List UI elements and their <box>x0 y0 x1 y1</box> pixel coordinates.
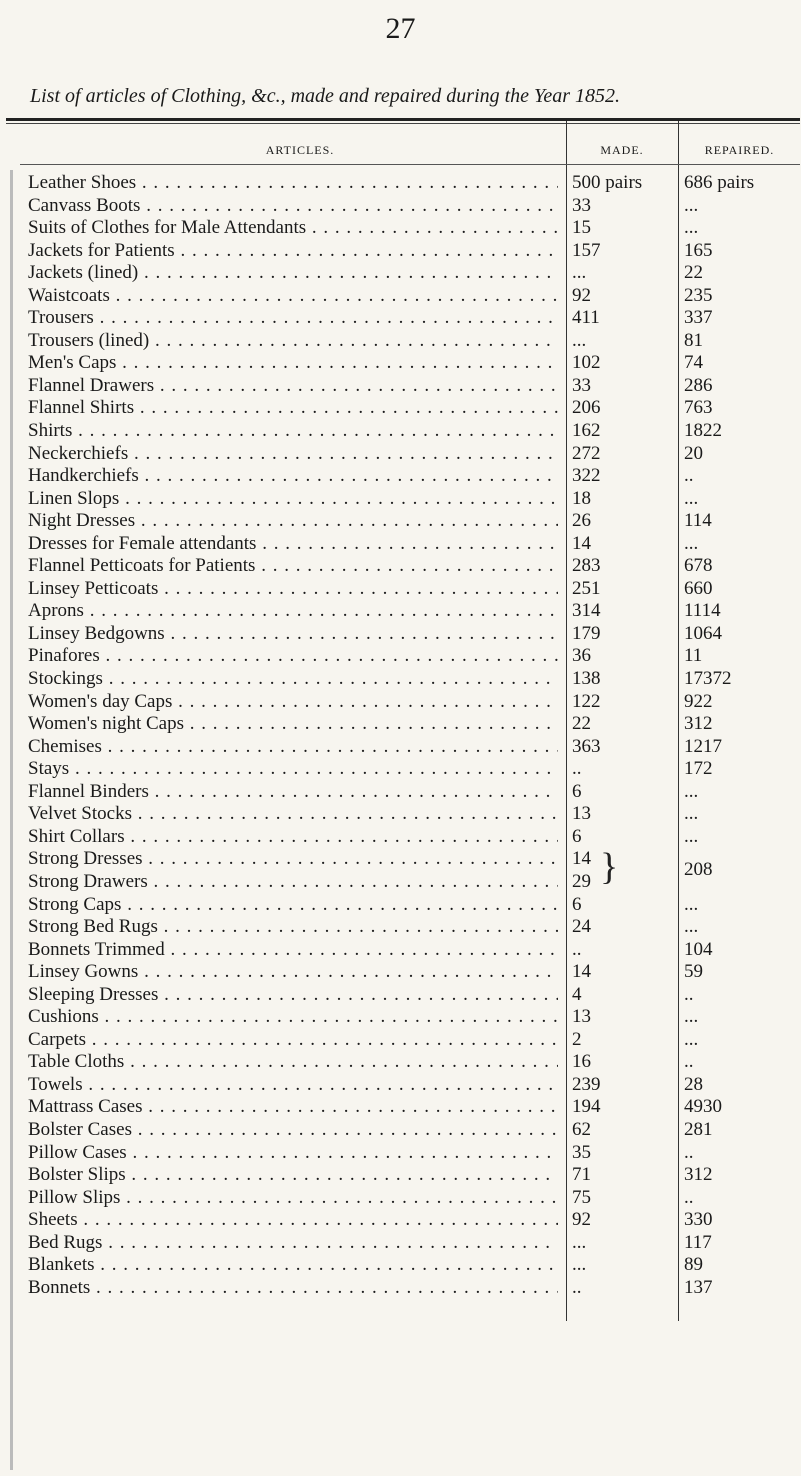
article-name: Handkerchiefs . . . <box>28 465 558 487</box>
made-value: 26 <box>572 510 591 532</box>
article-name: Flannel Binders . . . <box>28 781 558 803</box>
made-value: 272 <box>572 442 601 464</box>
article-name: Dresses for Female attendants . . . <box>28 533 558 555</box>
made-value: 102 <box>572 352 601 374</box>
table-row <box>0 894 801 917</box>
article-name: Bonnets Trimmed . . . <box>28 939 558 961</box>
repaired-value: .. <box>684 1186 694 1208</box>
repaired-value: .. <box>684 1141 694 1163</box>
made-value: 14 <box>572 532 591 554</box>
repaired-value: 137 <box>684 1276 713 1298</box>
repaired-value: 4930 <box>684 1096 722 1118</box>
repaired-value: 81 <box>684 329 703 351</box>
table-row <box>0 420 801 443</box>
repaired-value: 11 <box>684 645 703 667</box>
article-name: Women's day Caps . . . <box>28 691 558 713</box>
article-name: Strong Caps . . . <box>28 894 558 916</box>
article-name: Flannel Petticoats for Patients . . . <box>28 555 558 577</box>
repaired-value: ... <box>684 217 699 239</box>
made-value: 13 <box>572 1006 591 1028</box>
table-row <box>0 984 801 1007</box>
table-row <box>0 1051 801 1074</box>
repaired-value: 74 <box>684 352 703 374</box>
repaired-value: 17372 <box>684 668 732 690</box>
table-row <box>0 691 801 714</box>
made-value: 13 <box>572 803 591 825</box>
made-value: 92 <box>572 284 591 306</box>
repaired-value: 114 <box>684 510 712 532</box>
made-value: 122 <box>572 690 601 712</box>
article-name: Leather Shoes . . . <box>28 172 558 194</box>
table-row <box>0 1277 801 1300</box>
article-name: Suits of Clothes for Male Attendants . . . <box>28 217 558 239</box>
repaired-value: 235 <box>684 284 713 306</box>
table-row <box>0 1187 801 1210</box>
made-value: 71 <box>572 1164 591 1186</box>
made-value: ... <box>572 262 587 284</box>
table-row <box>0 668 801 691</box>
table-row <box>0 1164 801 1187</box>
article-name: Trousers . . . <box>28 307 558 329</box>
made-value: .. <box>572 938 582 960</box>
made-value: 36 <box>572 645 591 667</box>
made-value: 35 <box>572 1141 591 1163</box>
top-rule-thin <box>6 123 800 124</box>
table-row <box>0 488 801 511</box>
header-repaired: REPAIRED. <box>704 143 775 157</box>
table-row <box>0 713 801 736</box>
repaired-value: .. <box>684 983 694 1005</box>
made-value: 162 <box>572 420 601 442</box>
made-value: 33 <box>572 374 591 396</box>
made-value: 363 <box>572 735 601 757</box>
table-row <box>0 781 801 804</box>
made-value: 6 <box>572 825 582 847</box>
table-row <box>0 533 801 556</box>
table-row <box>0 916 801 939</box>
article-name: Pinafores . . . <box>28 645 558 667</box>
made-value: 24 <box>572 916 591 938</box>
repaired-value: 165 <box>684 239 713 261</box>
table-row <box>0 600 801 623</box>
article-name: Velvet Stocks . . . <box>28 803 558 825</box>
repaired-value: ... <box>684 487 699 509</box>
table-row <box>0 443 801 466</box>
header-made: MADE. <box>600 143 644 157</box>
article-name: Jackets for Patients . . . <box>28 240 558 262</box>
made-value: 75 <box>572 1186 591 1208</box>
article-name: Linsey Bedgowns . . . <box>28 623 558 645</box>
table-row <box>0 623 801 646</box>
made-value: 194 <box>572 1096 601 1118</box>
repaired-value: 1217 <box>684 735 722 757</box>
made-value: 6 <box>572 780 582 802</box>
article-name: Linen Slops . . . <box>28 488 558 510</box>
clothing-table <box>0 172 801 1299</box>
article-name: Bolster Cases . . . <box>28 1119 558 1141</box>
table-row <box>0 645 801 668</box>
table-row <box>0 285 801 308</box>
article-name: Bonnets . . . <box>28 1277 558 1299</box>
repaired-value: 922 <box>684 690 713 712</box>
repaired-value: ... <box>684 916 699 938</box>
repaired-value: 281 <box>684 1118 713 1140</box>
repaired-value: 89 <box>684 1254 703 1276</box>
repaired-value: 28 <box>684 1073 703 1095</box>
table-row <box>0 1006 801 1029</box>
table-row <box>0 826 801 849</box>
article-name: Waistcoats . . . <box>28 285 558 307</box>
made-value: 14 <box>572 848 591 870</box>
table-row <box>0 217 801 240</box>
article-name: Carpets . . . <box>28 1029 558 1051</box>
made-value: 22 <box>572 713 591 735</box>
article-name: Bed Rugs . . . <box>28 1232 558 1254</box>
table-caption: List of articles of Clothing, &c., made and repaired during the Year 1852. <box>30 85 620 107</box>
repaired-value: ... <box>684 780 699 802</box>
repaired-value: ... <box>684 803 699 825</box>
article-name: Strong Drawers . . . <box>28 871 558 893</box>
repaired-value: 337 <box>684 307 713 329</box>
made-value: ... <box>572 1254 587 1276</box>
repaired-value: .. <box>684 465 694 487</box>
repaired-value: 286 <box>684 374 713 396</box>
article-name: Trousers (lined) . . . <box>28 330 558 352</box>
table-row <box>0 758 801 781</box>
article-name: Women's night Caps . . . <box>28 713 558 735</box>
table-row <box>0 871 801 894</box>
repaired-value: ... <box>684 532 699 554</box>
table-row <box>0 961 801 984</box>
repaired-value: ... <box>684 194 699 216</box>
article-name: Linsey Petticoats . . . <box>28 578 558 600</box>
repaired-value: 763 <box>684 397 713 419</box>
repaired-value: 330 <box>684 1209 713 1231</box>
top-rule <box>6 118 800 121</box>
repaired-value: 678 <box>684 555 713 577</box>
article-name: Flannel Drawers . . . <box>28 375 558 397</box>
made-value: .. <box>572 1276 582 1298</box>
repaired-value: 20 <box>684 442 703 464</box>
table-row <box>0 397 801 420</box>
article-name: Neckerchiefs . . . <box>28 443 558 465</box>
made-value: 239 <box>572 1073 601 1095</box>
brace-bracket: } <box>600 846 619 889</box>
article-name: Men's Caps . . . <box>28 352 558 374</box>
made-value: 16 <box>572 1051 591 1073</box>
repaired-value: 1114 <box>684 600 721 622</box>
made-value: 283 <box>572 555 601 577</box>
repaired-value: 172 <box>684 758 713 780</box>
article-name: Sheets . . . <box>28 1209 558 1231</box>
table-row <box>0 803 801 826</box>
table-row <box>0 195 801 218</box>
article-name: Canvass Boots . . . <box>28 195 558 217</box>
article-name: Flannel Shirts . . . <box>28 397 558 419</box>
article-name: Strong Dresses . . . <box>28 848 558 870</box>
table-row <box>0 736 801 759</box>
table-row <box>0 1096 801 1119</box>
repaired-value: ... <box>684 1028 699 1050</box>
table-row <box>0 1254 801 1277</box>
page-number: 27 <box>385 12 416 45</box>
made-value: 6 <box>572 893 582 915</box>
table-row <box>0 555 801 578</box>
made-value: 14 <box>572 961 591 983</box>
repaired-value: ... <box>684 825 699 847</box>
article-name: Shirts . . . <box>28 420 558 442</box>
header-articles: ARTICLES. <box>265 143 335 157</box>
repaired-value: ... <box>684 1006 699 1028</box>
table-row <box>0 510 801 533</box>
table-row <box>0 375 801 398</box>
table-row <box>0 1074 801 1097</box>
article-name: Jackets (lined) . . . <box>28 262 558 284</box>
made-value: 92 <box>572 1209 591 1231</box>
table-row <box>0 1209 801 1232</box>
repaired-value: 208 <box>684 859 713 881</box>
table-row <box>0 262 801 285</box>
article-name: Shirt Collars . . . <box>28 826 558 848</box>
made-value: 206 <box>572 397 601 419</box>
repaired-value: 312 <box>684 1164 713 1186</box>
table-row <box>0 307 801 330</box>
repaired-value: .. <box>684 1051 694 1073</box>
made-value: 18 <box>572 487 591 509</box>
article-name: Sleeping Dresses . . . <box>28 984 558 1006</box>
made-value: 15 <box>572 217 591 239</box>
repaired-value: 1822 <box>684 420 722 442</box>
repaired-value: 104 <box>684 938 713 960</box>
article-name: Towels . . . <box>28 1074 558 1096</box>
made-value: 411 <box>572 307 600 329</box>
article-name: Pillow Cases . . . <box>28 1142 558 1164</box>
made-value: 29 <box>572 870 591 892</box>
made-value: ... <box>572 329 587 351</box>
table-row <box>0 939 801 962</box>
article-name: Night Dresses . . . <box>28 510 558 532</box>
made-value: 500 pairs <box>572 172 643 193</box>
made-value: 2 <box>572 1028 582 1050</box>
repaired-value: 312 <box>684 713 713 735</box>
repaired-value: 1064 <box>684 622 722 644</box>
made-value: 322 <box>572 465 601 487</box>
article-name: Chemises . . . <box>28 736 558 758</box>
table-row <box>0 1119 801 1142</box>
article-name: Bolster Slips . . . <box>28 1164 558 1186</box>
article-name: Table Cloths . . . <box>28 1051 558 1073</box>
table-row <box>0 1142 801 1165</box>
repaired-value: 117 <box>684 1231 712 1253</box>
table-row <box>0 352 801 375</box>
table-row <box>0 578 801 601</box>
table-row <box>0 1029 801 1052</box>
made-value: ... <box>572 1231 587 1253</box>
article-name: Aprons . . . <box>28 600 558 622</box>
repaired-value: 59 <box>684 961 703 983</box>
table-row <box>0 330 801 353</box>
article-name: Cushions . . . <box>28 1006 558 1028</box>
made-value: 314 <box>572 600 601 622</box>
made-value: 179 <box>572 622 601 644</box>
article-name: Linsey Gowns . . . <box>28 961 558 983</box>
made-value: 138 <box>572 668 601 690</box>
article-name: Stockings . . . <box>28 668 558 690</box>
article-name: Blankets . . . <box>28 1254 558 1276</box>
made-value: .. <box>572 758 582 780</box>
header-rule <box>20 164 800 165</box>
made-value: 251 <box>572 577 601 599</box>
made-value: 157 <box>572 239 601 261</box>
repaired-value: 660 <box>684 577 713 599</box>
table-row <box>0 172 801 195</box>
table-row <box>0 240 801 263</box>
made-value: 4 <box>572 983 582 1005</box>
article-name: Stays . . . <box>28 758 558 780</box>
article-name: Mattrass Cases . . . <box>28 1096 558 1118</box>
article-name: Pillow Slips . . . <box>28 1187 558 1209</box>
table-row <box>0 465 801 488</box>
article-name: Strong Bed Rugs . . . <box>28 916 558 938</box>
repaired-value: 22 <box>684 262 703 284</box>
made-value: 33 <box>572 194 591 216</box>
table-row <box>0 1232 801 1255</box>
made-value: 62 <box>572 1118 591 1140</box>
repaired-value: 686 pairs <box>684 172 755 193</box>
repaired-value: ... <box>684 893 699 915</box>
